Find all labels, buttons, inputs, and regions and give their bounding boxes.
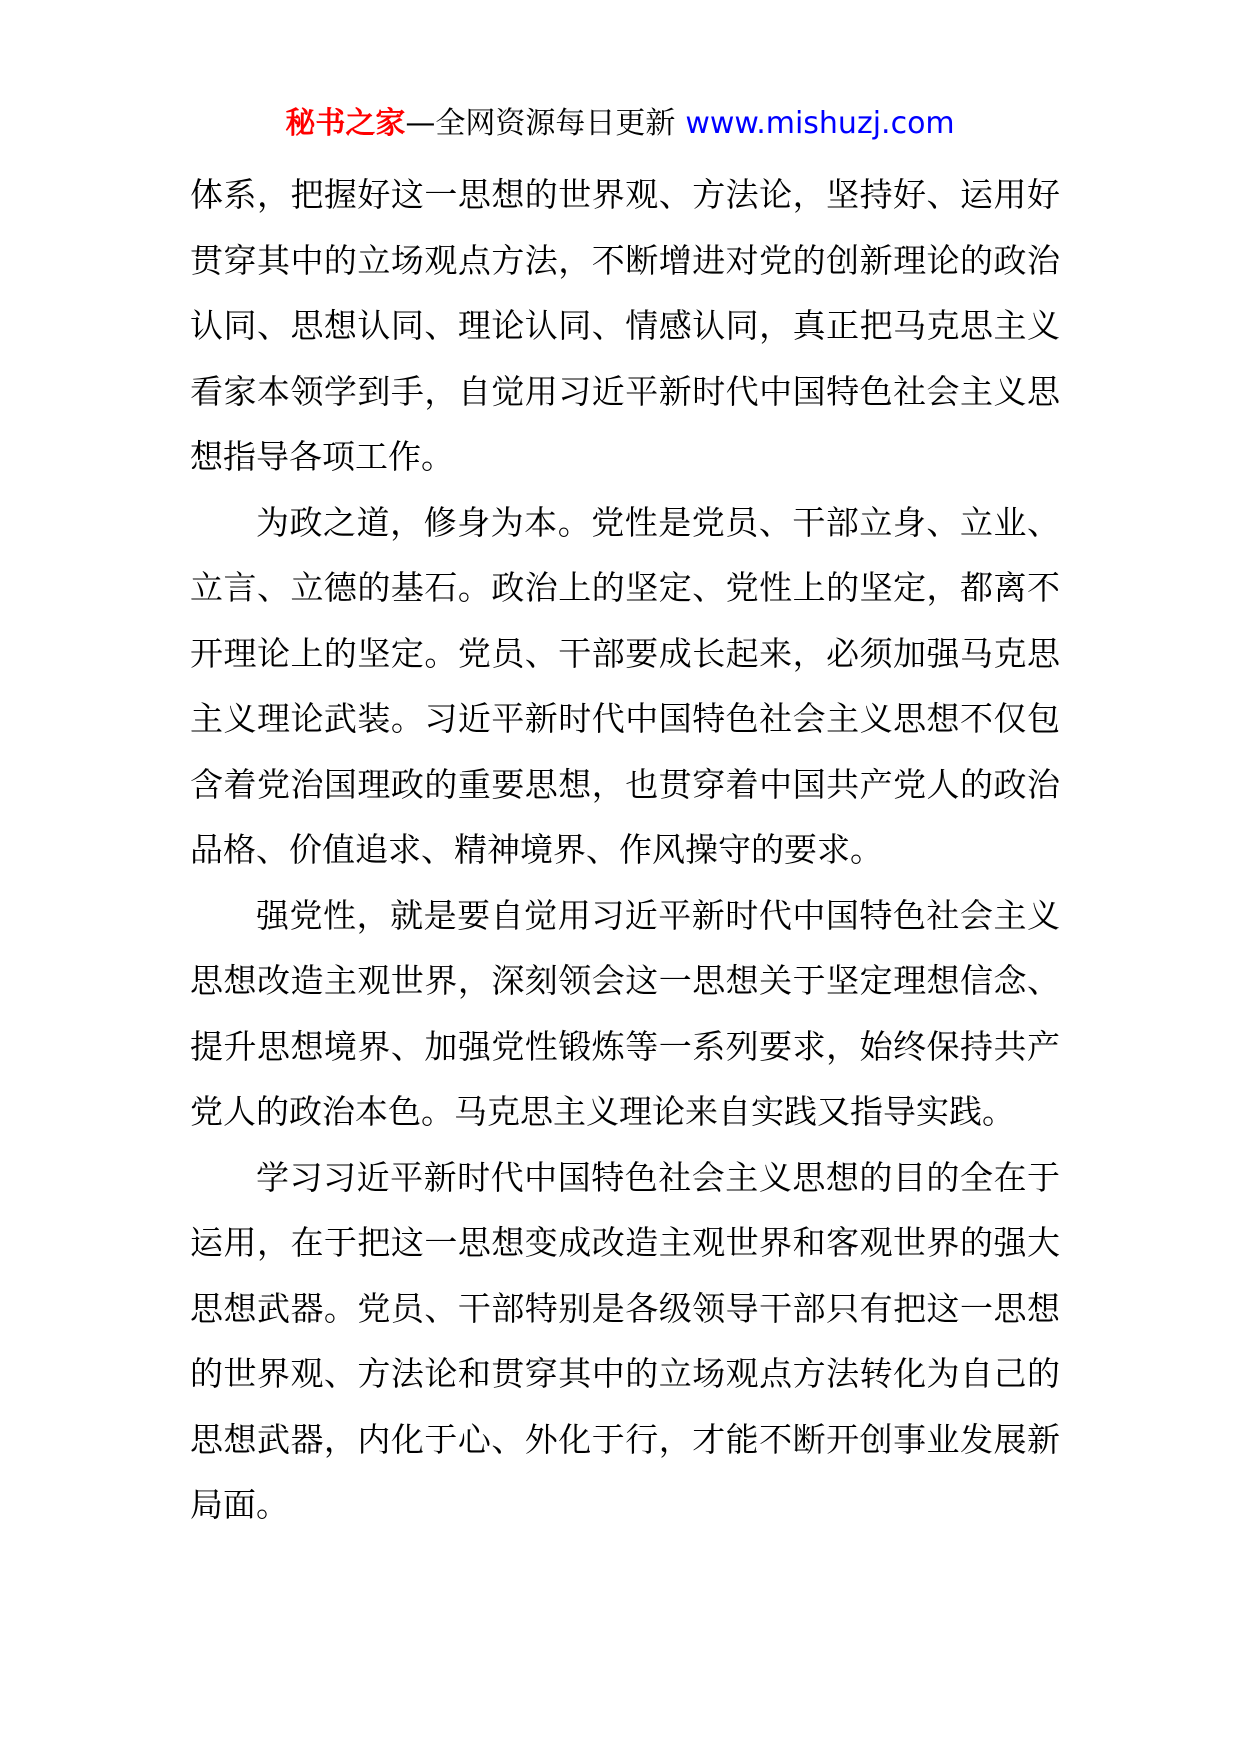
brand-name: 秘书之家 <box>285 106 406 141</box>
paragraph: 为政之道，修身为本。党性是党员、干部立身、立业、立言、立德的基石。政治上的坚定、党性上的坚定，都离不开理论上的坚定。党员、干部要成长起来，必须加强马克思主义理论武装。习近平新时代中国特色社会主义思想不仅包含着党治国理政的重要思想，也贯穿着中国共产党人的政治品格、价值追求、精神境界、作风操守的要求。 <box>190 502 1060 869</box>
paragraph: 学习习近平新时代中国特色社会主义思想的目的全在于运用，在于把这一思想变成改造主观世界和客观世界的强大思想武器。党员、干部特别是各级领导干部只有把这一思想的世界观、方法论和贯穿其中的立场观点方法转化为自己的思想武器，内化于心、外化于行，才能不断开创事业发展新局面。 <box>190 1157 1060 1524</box>
page-header <box>0 104 1240 144</box>
paragraph: 强党性，就是要自觉用习近平新时代中国特色社会主义思想改造主观世界，深刻领会这一思想关于坚定理想信念、提升思想境界、加强党性锻炼等一系列要求，始终保持共产党人的政治本色。马克思主义理论来自实践又指导实践。 <box>190 895 1060 1131</box>
header-slogan: —全网资源每日更新 <box>405 106 676 141</box>
paragraph-continued: 体系，把握好这一思想的世界观、方法论，坚持好、运用好贯穿其中的立场观点方法，不断增进对党的创新理论的政治认同、思想认同、理论认同、情感认同，真正把马克思主义看家本领学到手，自觉用习近平新时代中国特色社会主义思想指导各项工作。 <box>190 175 1060 476</box>
website-url: www.mishuzj.com <box>685 106 955 141</box>
document-body <box>190 162 1060 1538</box>
